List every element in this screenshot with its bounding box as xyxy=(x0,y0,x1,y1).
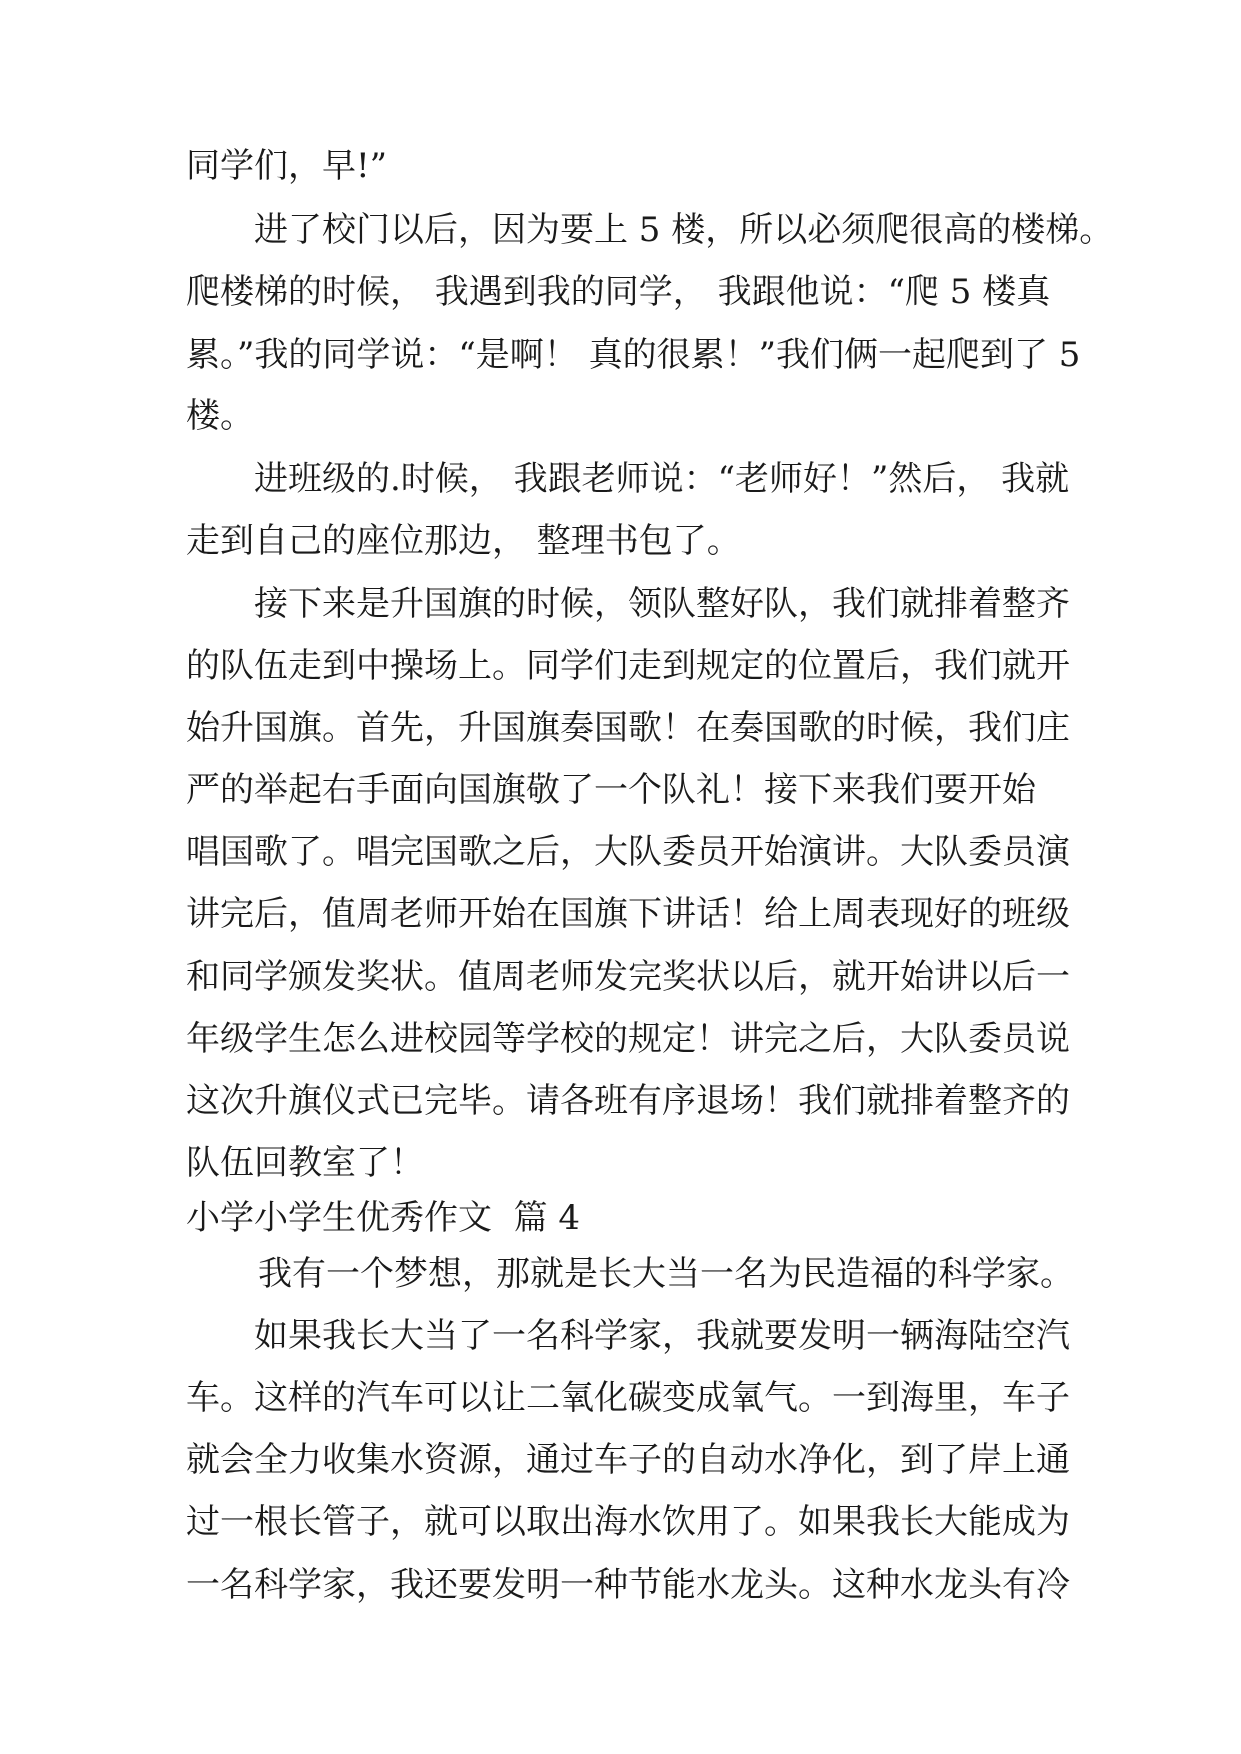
text-line: 一名科学家，我还要发明一种节能水龙头。这种水龙头有冷 xyxy=(186,1565,1070,1605)
text-line: 接下来是升国旗的时候，领队整好队，我们就排着整齐 xyxy=(254,584,1070,624)
text-line: 年级学生怎么进校园等学校的规定！讲完之后，大队委员说 xyxy=(186,1019,1070,1059)
text-line: 的队伍走到中操场上。同学们走到规定的位置后，我们就开 xyxy=(186,646,1070,686)
text-line: 这次升旗仪式已完毕。请各班有序退场！我们就排着整齐的 xyxy=(186,1081,1070,1121)
text-line: 走到自己的座位那边， 整理书包了。 xyxy=(186,521,741,561)
text-line: 楼。 xyxy=(186,396,254,436)
section-heading: 小学小学生优秀作文 篇 4 xyxy=(186,1198,581,1238)
text-line: 如果我长大当了一名科学家，我就要发明一辆海陆空汽 xyxy=(254,1316,1070,1356)
text-line: 车。这样的汽车可以让二氧化碳变成氧气。一到海里，车子 xyxy=(186,1378,1070,1418)
text-line: 就会全力收集水资源，通过车子的自动水净化，到了岸上通 xyxy=(186,1440,1070,1480)
text-line: 和同学颁发奖状。值周老师发完奖状以后，就开始讲以后一 xyxy=(186,957,1070,997)
text-line: 累。”我的同学说：“是啊！ 真的很累！”我们俩一起爬到了 5 xyxy=(186,335,1081,375)
text-line: 讲完后，值周老师开始在国旗下讲话！给上周表现好的班级 xyxy=(186,894,1070,934)
text-line: 进班级的.时候， 我跟老师说：“老师好！”然后， 我就 xyxy=(254,459,1070,499)
text-line: 同学们，早!” xyxy=(186,146,388,186)
text-line: 进了校门以后，因为要上 5 楼，所以必须爬很高的楼梯。 xyxy=(254,210,1114,250)
text-line: 我有一个梦想，那就是长大当一名为民造福的科学家。 xyxy=(258,1254,1074,1294)
text-line: 过一根长管子，就可以取出海水饮用了。如果我长大能成为 xyxy=(186,1502,1070,1542)
text-line: 唱国歌了。唱完国歌之后，大队委员开始演讲。大队委员演 xyxy=(186,832,1070,872)
text-line: 始升国旗。首先，升国旗奏国歌！在奏国歌的时候，我们庄 xyxy=(186,708,1070,748)
text-line: 爬楼梯的时候， 我遇到我的同学， 我跟他说：“爬 5 楼真 xyxy=(186,272,1051,312)
text-line: 队伍回教室了！ xyxy=(186,1143,424,1183)
text-line: 严的举起右手面向国旗敬了一个队礼！接下来我们要开始 xyxy=(186,770,1036,810)
